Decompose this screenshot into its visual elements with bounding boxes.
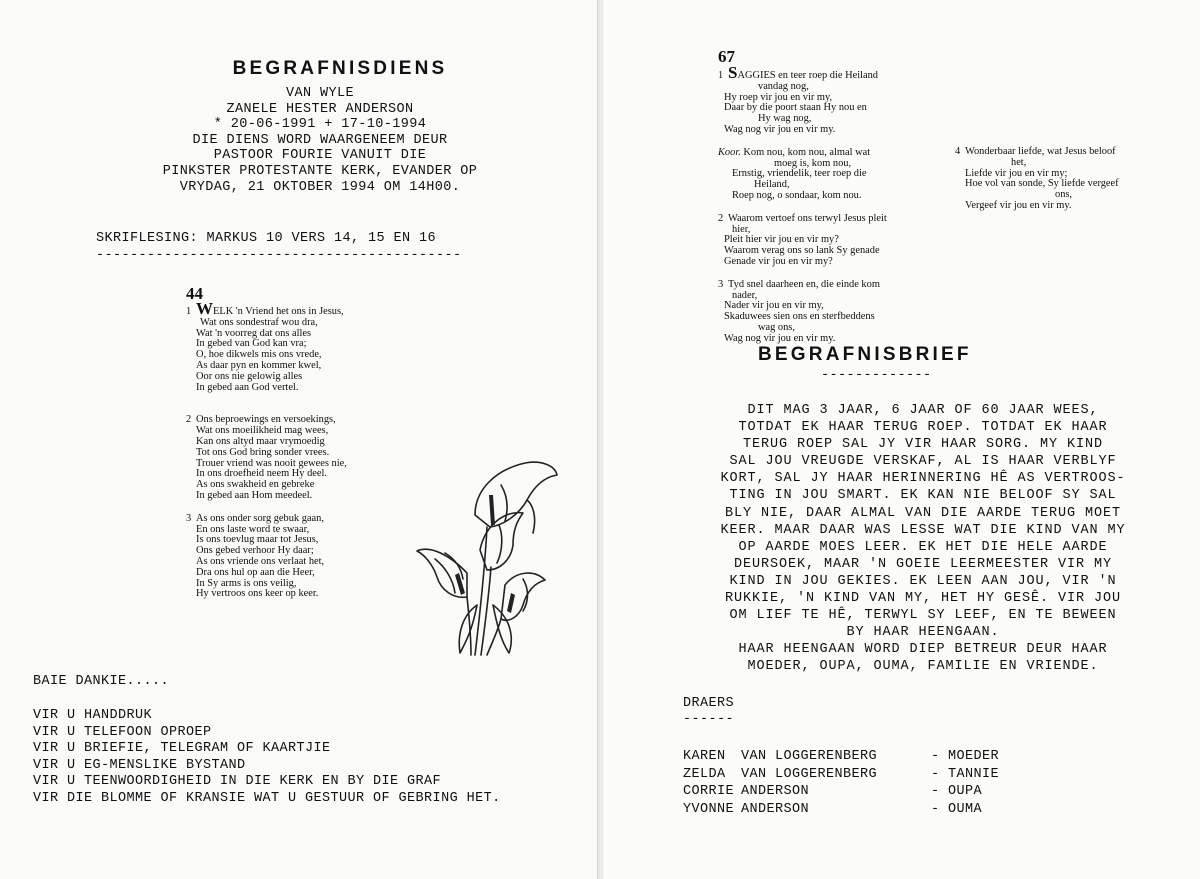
bearer-surname: ANDERSON xyxy=(741,784,810,800)
intro-line: PASTOOR FOURIE VANUIT DIE xyxy=(213,148,427,164)
verse-line: AGGIES en teer roep die Heiland xyxy=(737,70,878,81)
verse-line: Wag nog vir jou en vir my. xyxy=(724,332,836,344)
intro-line: VAN WYLE xyxy=(285,86,354,101)
verse-line: Tot ons God bring sonder vrees. xyxy=(196,446,330,458)
letter-line: RUKKIE, 'N KIND VAN MY, HET HY GESÊ. VIR JOU xyxy=(724,591,1122,607)
bearer-first-name: CORRIE xyxy=(683,784,735,800)
drop-cap: W xyxy=(196,299,213,318)
verse-line: Is ons toevlug maar tot Jesus, xyxy=(196,534,319,546)
letter-line: KIND IN JOU GEKIES. EK LEEN AAN JOU, VIR 'N xyxy=(729,573,1117,589)
thanks-list xyxy=(33,708,501,808)
verse-line: hier, xyxy=(732,223,751,235)
verse-line: Wat ons moeilikheid mag wees, xyxy=(196,425,329,437)
verse-line: Heiland, xyxy=(754,179,790,191)
verse-line: Roep nog, o sondaar, kom nou. xyxy=(732,189,862,201)
letter-line: TERUG ROEP SAL JY VIR HAAR SORG. MY KIND xyxy=(742,437,1104,453)
thanks-item: VIR U BRIEFIE, TELEGRAM OF KAARTJIE xyxy=(33,741,331,757)
service-title: BEGRAFNISDIENS xyxy=(232,58,448,79)
verse-line: Hy vertroos ons keer op keer. xyxy=(196,588,319,600)
bearers-list xyxy=(683,748,999,818)
letter-line: DEURSOEK, MAAR 'N GOEIE LEERMEESTER VIR MY xyxy=(733,556,1113,572)
bearer-relation: - TANNIE xyxy=(931,766,1000,782)
verse-line: ELK 'n Vriend het ons in Jesus, xyxy=(213,306,344,317)
verse-line: Waarom vertoef ons terwyl Jesus pleit xyxy=(728,212,887,224)
verse-line: Tyd snel daarheen en, die einde kom xyxy=(728,278,880,290)
intro-line: * 20-06-1991 + 17-10-1994 xyxy=(213,117,427,133)
letter-line: SAL JOU VREUGDE VERSKAF, AL IS HAAR VERBLYF xyxy=(729,454,1117,470)
hymn-44-text xyxy=(186,299,426,608)
letter-line: BLY NIE, DAAR ALMAL VAN DIE AARDE TERUG MOET xyxy=(724,505,1122,521)
thanks-title: BAIE DANKIE..... xyxy=(33,674,170,689)
letter-line: TOTDAT EK HAAR TERUG ROEP. TOTDAT EK HAAR xyxy=(738,420,1108,436)
verse-line: In gebed aan God vertel. xyxy=(196,381,299,393)
bearer-relation: - OUMA xyxy=(931,801,983,817)
verse-line: As ons vriende ons verlaat het, xyxy=(196,555,325,567)
service-intro xyxy=(0,86,597,195)
bearer-first-name: KAREN xyxy=(683,749,726,764)
verse-line: O, hoe dikwels mis ons vrede, xyxy=(196,349,322,361)
verse-line: Hy roep vir jou en vir my, xyxy=(724,91,833,103)
intro-line: VRYDAG, 21 OKTOBER 1994 OM 14H00. xyxy=(179,179,461,195)
verse-number: 1 xyxy=(186,306,192,317)
verse-line: Pleit hier vir jou en vir my? xyxy=(724,234,839,246)
verse-line: Kom nou, kom nou, almal wat xyxy=(743,146,871,158)
thanks-item: VIR U TELEFOON OPROEP xyxy=(33,724,212,740)
verse-line: moeg is, kom nou, xyxy=(774,157,852,169)
verse-number: 2 xyxy=(718,212,724,224)
verse-number: 4 xyxy=(955,146,961,157)
lily-flower-icon xyxy=(405,455,565,660)
bearer-first-name: ZELDA xyxy=(683,766,726,782)
verse-line: het, xyxy=(1011,156,1027,168)
bearer-row xyxy=(683,748,999,766)
bearers-title: DRAERS xyxy=(683,696,735,711)
bearer-surname: VAN LOGGERENBERG xyxy=(741,749,878,764)
verse-line: In gebed aan Hom meedeel. xyxy=(196,489,313,501)
verse-line: Genade vir jou en vir my? xyxy=(724,255,833,267)
letter-line: DIT MAG 3 JAAR, 6 JAAR OF 60 JAAR WEES, xyxy=(747,403,1099,418)
left-page xyxy=(0,0,597,879)
verse-line: Waarom verag ons so lank Sy genade xyxy=(724,245,880,257)
bearer-relation: - OUPA xyxy=(931,784,983,800)
verse-line: Hy wag nog, xyxy=(758,113,812,125)
hymn-67-text xyxy=(718,63,958,353)
hymn-verse xyxy=(718,63,958,136)
verse-line: Ons beproewings en versoekings, xyxy=(196,414,336,426)
letter-line: OM LIEF TE HÊ, TERWYL SY LEEF, EN TE BEWEEN xyxy=(729,608,1117,624)
verse-line: Wat ons sondestraf wou dra, xyxy=(200,316,318,328)
verse-line: wag ons, xyxy=(758,321,795,333)
thanks-item: VIR U TEENWOORDIGHEID IN DIE KERK EN BY DIE GRAF xyxy=(33,774,442,790)
verse-line: Daar by die poort staan Hy nou en xyxy=(724,102,867,114)
chorus-label: Koor. xyxy=(718,146,741,158)
intro-line: DIE DIENS WORD WAARGENEEM DEUR xyxy=(192,132,448,148)
verse-line: Skaduwees sien ons en sterfbeddens xyxy=(724,311,875,323)
bearer-row xyxy=(683,783,999,801)
intro-line: ZANELE HESTER ANDERSON xyxy=(226,101,414,117)
letter-line: KORT, SAL JY HAAR HERINNERING HÊ AS VERTROOS- xyxy=(720,471,1126,487)
bearer-row xyxy=(683,801,999,819)
bearer-surname: VAN LOGGERENBERG xyxy=(741,766,878,782)
verse-line: In Sy arms is ons veilig, xyxy=(196,577,297,589)
verse-line: ons, xyxy=(1055,189,1073,201)
divider-line: ------------------------------------------- xyxy=(96,248,462,263)
scripture-reading: SKRIFLESING: MARKUS 10 VERS 14, 15 EN 16 xyxy=(96,231,437,246)
hymn-chorus xyxy=(718,148,958,202)
bearer-relation: - MOEDER xyxy=(931,749,1000,764)
verse-line: Liefde vir jou en vir my; xyxy=(965,167,1068,179)
letter-title-underline: ------------- xyxy=(821,368,932,383)
verse-line: nader, xyxy=(732,289,758,301)
verse-line: In ons droefheid neem Hy deel. xyxy=(196,468,327,480)
verse-line: Wonderbaar liefde, wat Jesus beloof xyxy=(965,146,1116,157)
letter-body xyxy=(673,402,1173,676)
hymn-verse xyxy=(186,514,426,600)
drop-cap: S xyxy=(728,63,738,82)
verse-line: vandag nog, xyxy=(758,80,809,92)
verse-line: Kan ons altyd maar vrymoedig xyxy=(196,435,325,447)
hymn-verse xyxy=(955,147,1185,212)
verse-line: Oor ons nie gelowig alles xyxy=(196,370,303,382)
hymn-verse xyxy=(186,299,426,393)
verse-line: As ons swakheid en gebreke xyxy=(196,479,315,491)
verse-line: As ons onder sorg gebuk gaan, xyxy=(196,512,324,524)
verse-line: As daar pyn en kommer kwel, xyxy=(196,359,322,371)
right-page xyxy=(603,0,1200,879)
letter-line: TING IN JOU SMART. EK KAN NIE BELOOF SY SAL xyxy=(729,488,1117,504)
verse-line: Ernstig, vriendelik, teer roep die xyxy=(732,168,867,180)
bearer-row xyxy=(683,766,999,784)
thanks-item: VIR DIE BLOMME OF KRANSIE WAT U GESTUUR OF GEBRING HET. xyxy=(33,790,501,806)
thanks-item: VIR U HANDDRUK xyxy=(33,708,153,723)
hymn-verse xyxy=(718,280,958,345)
letter-title: BEGRAFNISBRIEF xyxy=(758,344,972,365)
hymn-verse xyxy=(718,214,958,268)
verse-line: In gebed van God kan vra; xyxy=(196,338,307,350)
letter-line: KEER. MAAR DAAR WAS LESSE WAT DIE KIND VAN MY xyxy=(720,522,1126,538)
verse-number: 1 xyxy=(718,70,724,81)
hymn-number: 67 xyxy=(718,47,735,66)
intro-line: PINKSTER PROTESTANTE KERK, EVANDER OP xyxy=(162,163,478,179)
verse-number: 2 xyxy=(186,414,192,426)
hymn-verse xyxy=(186,415,426,501)
verse-line: Ons gebed verhoor Hy daar; xyxy=(196,545,314,557)
verse-line: Wag nog vir jou en vir my. xyxy=(724,123,836,135)
hymn-number: 44 xyxy=(186,284,203,303)
letter-line: MOEDER, OUPA, OUMA, FAMILIE EN VRIENDE. xyxy=(747,659,1099,675)
letter-line: BY HAAR HEENGAAN. xyxy=(846,625,1000,641)
verse-line: Trouer vriend was nooit gewees nie, xyxy=(196,457,347,469)
verse-line: Dra ons hul op aan die Heer, xyxy=(196,566,315,578)
bearer-first-name: YVONNE xyxy=(683,801,735,817)
verse-line: Hoe vol van sonde, Sy liefde vergeef xyxy=(965,178,1119,190)
verse-number: 3 xyxy=(186,512,192,524)
bearer-surname: ANDERSON xyxy=(741,801,810,817)
bearers-underline: ------ xyxy=(683,712,735,727)
hymn-67-verse-4 xyxy=(955,147,1185,220)
letter-line: OP AARDE MOES LEER. EK HET DIE HELE AARDE xyxy=(738,539,1108,555)
letter-line: HAAR HEENGAAN WORD DIEP BETREUR DEUR HAAR xyxy=(738,642,1108,658)
verse-line: Wat 'n voorreg dat ons alles xyxy=(196,327,312,339)
thanks-item: VIR U EG-MENSLIKE BYSTAND xyxy=(33,757,246,773)
verse-number: 3 xyxy=(718,278,724,290)
verse-line: Vergeef vir jou en vir my. xyxy=(965,199,1072,211)
verse-line: En ons laste word te swaar, xyxy=(196,523,310,535)
verse-line: Nader vir jou en vir my, xyxy=(724,300,824,312)
